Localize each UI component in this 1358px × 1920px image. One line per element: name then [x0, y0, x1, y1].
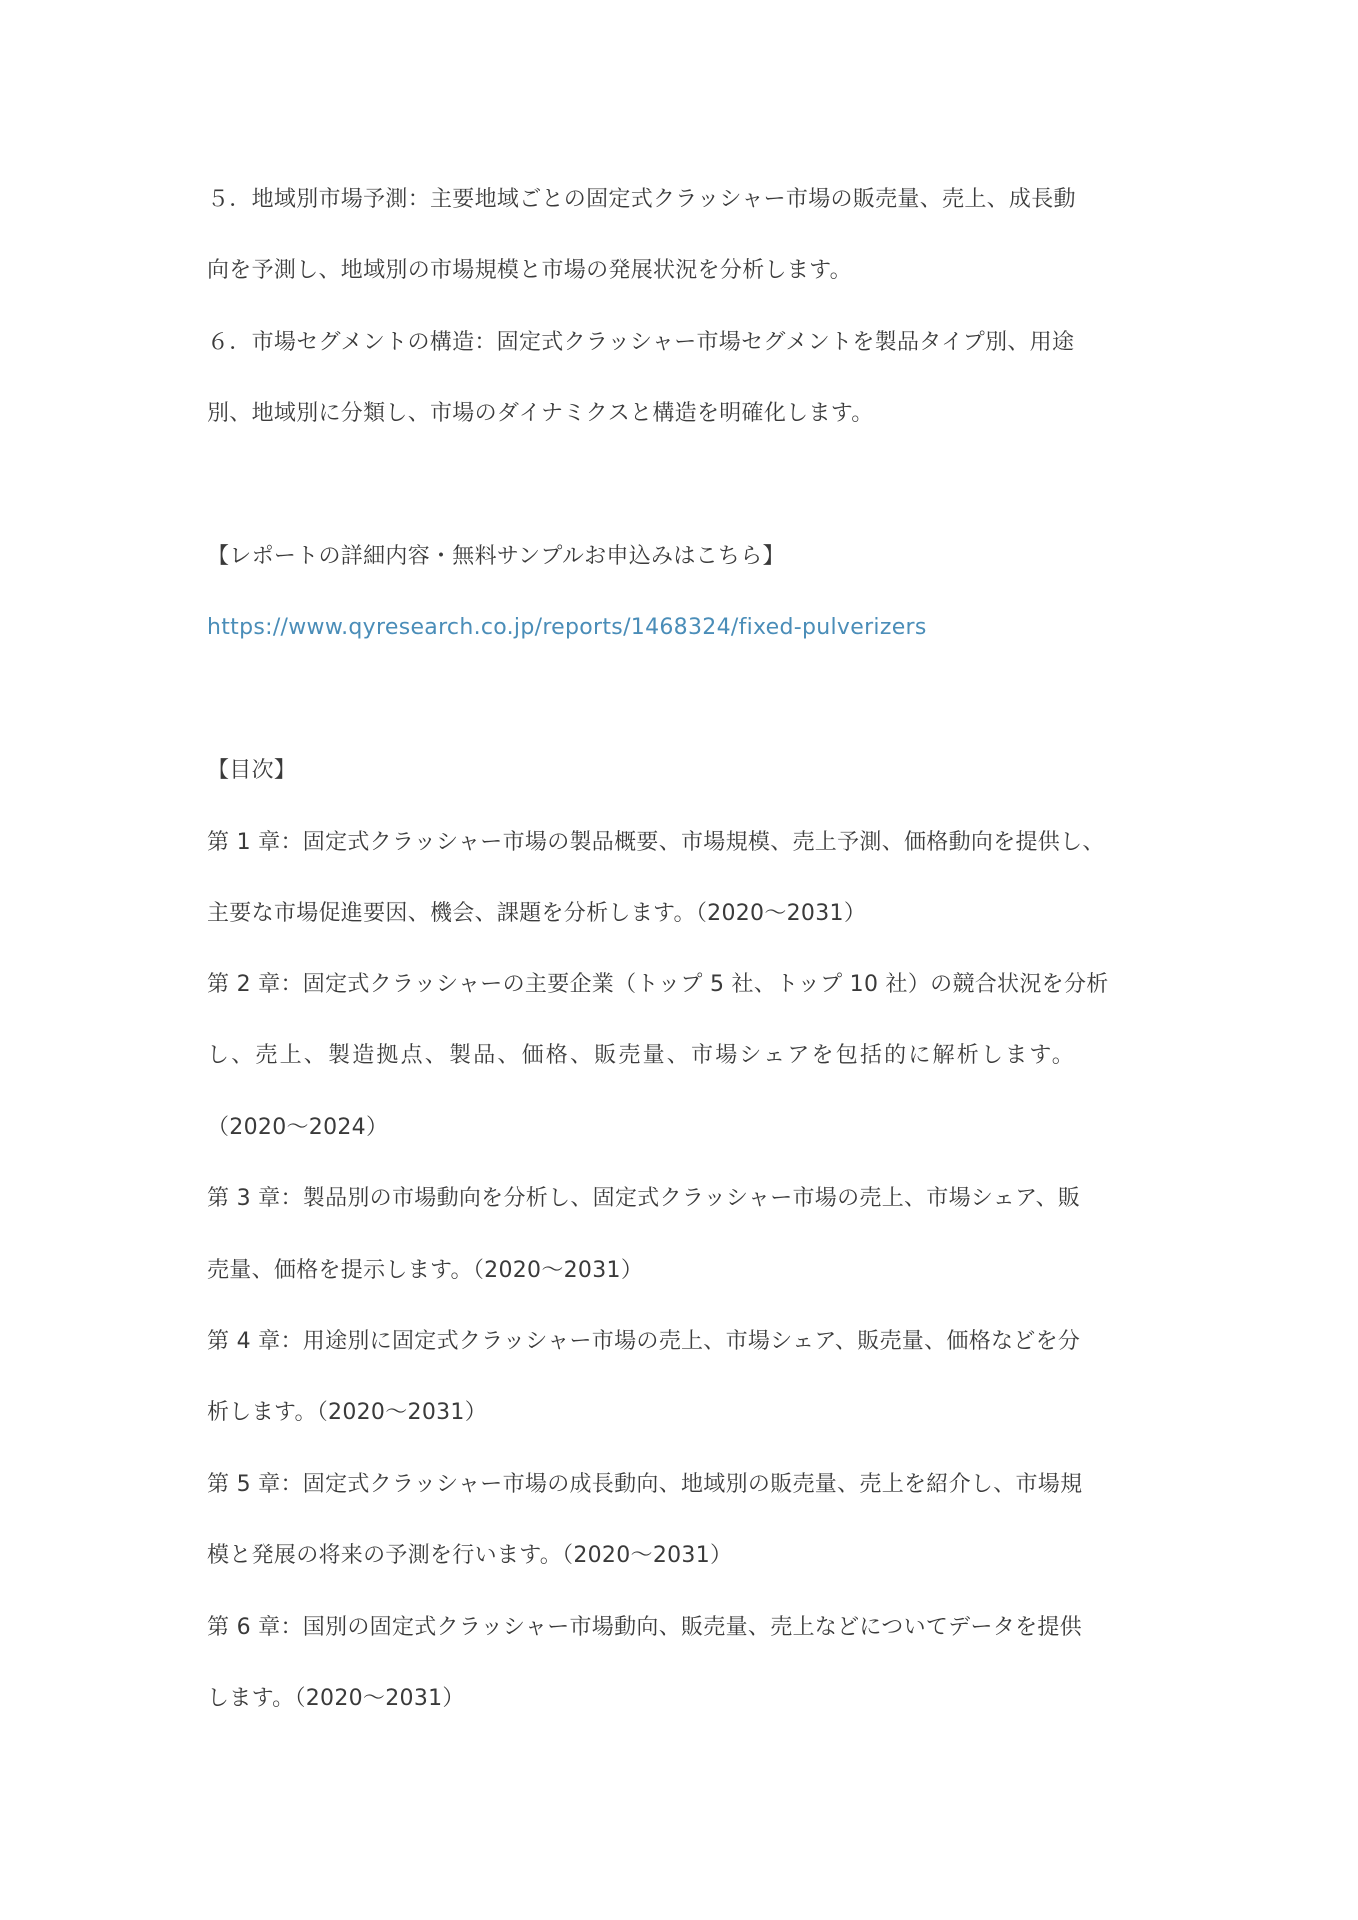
toc-chapter-1-line-1: 第 1 章：固定式クラッシャー市場の製品概要、市場規模、売上予測、価格動向を提供し、	[207, 830, 1105, 855]
toc-chapter-5-line-2: 模と発展の将来の予測を行います。（2020～2031）	[207, 1543, 733, 1568]
toc-heading: 【目次】	[207, 758, 297, 783]
toc-chapter-3-line-2: 売量、価格を提示します。（2020～2031）	[207, 1258, 644, 1283]
toc-chapter-6-line-1: 第 6 章：国別の固定式クラッシャー市場動向、販売量、売上などについてデータを提供	[207, 1615, 1082, 1640]
toc-chapter-2-line-2: し、売上、製造拠点、製品、価格、販売量、市場シェアを包括的に解析します。	[207, 1043, 1077, 1068]
section-6-line-2: 別、地域別に分類し、市場のダイナミクスと構造を明確化します。	[207, 401, 874, 426]
report-link-heading: 【レポートの詳細内容・無料サンプルお申込みはこちら】	[207, 544, 785, 569]
toc-chapter-4-line-1: 第 4 章：用途別に固定式クラッシャー市場の売上、市場シェア、販売量、価格などを分	[207, 1329, 1081, 1354]
toc-chapter-4-line-2: 析します。（2020～2031）	[207, 1400, 488, 1425]
toc-chapter-5-line-1: 第 5 章：固定式クラッシャー市場の成長動向、地域別の販売量、売上を紹介し、市場規	[207, 1472, 1083, 1497]
report-link[interactable]: https://www.qyresearch.co.jp/reports/1468324/fixed-pulverizers	[207, 615, 927, 640]
toc-chapter-3-line-1: 第 3 章：製品別の市場動向を分析し、固定式クラッシャー市場の売上、市場シェア、販	[207, 1186, 1081, 1211]
toc-chapter-2-line-3: （2020～2024）	[207, 1115, 389, 1140]
toc-chapter-6-line-2: します。（2020～2031）	[207, 1686, 465, 1711]
toc-chapter-1-line-2: 主要な市場促進要因、機会、課題を分析します。（2020～2031）	[207, 901, 867, 926]
section-6-line-1: ６．市場セグメントの構造：固定式クラッシャー市場セグメントを製品タイプ別、用途	[207, 330, 1075, 355]
section-5-line-2: 向を予測し、地域別の市場規模と市場の発展状況を分析します。	[207, 258, 852, 283]
section-5-line-1: ５．地域別市場予測：主要地域ごとの固定式クラッシャー市場の販売量、売上、成長動	[207, 187, 1076, 212]
toc-chapter-2-line-1: 第 2 章：固定式クラッシャーの主要企業（トップ 5 社、トップ 10 社）の競合状況を分析	[207, 972, 1109, 997]
